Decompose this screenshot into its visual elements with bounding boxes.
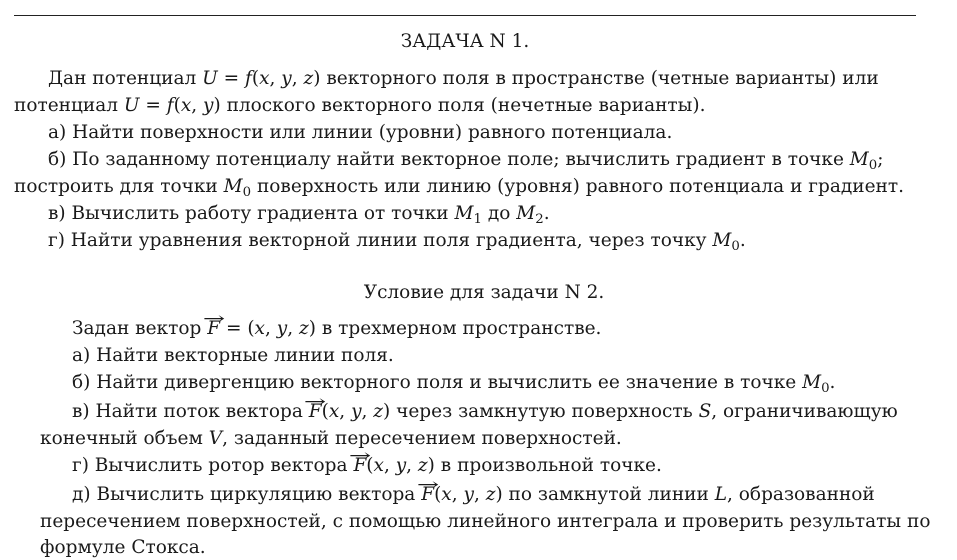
task2-item-b: б) Найти дивергенцию векторного поля и вычислить ее значение в точке $M_0$.: [72, 372, 836, 396]
task2-intro: Задан вектор → F = (x, y, z) в трехмерном пространстве.: [72, 317, 601, 341]
task1-item-b-line1: б) По заданному потенциалу найти векторное поле; вычислить градиент в точке $M_0$;: [48, 149, 884, 173]
task2-title: Условие для задачи N 2.: [363, 282, 605, 303]
task1-intro-line2: потенциал U = f(x, y) плоского векторного поля (нечетные варианты).: [14, 95, 706, 116]
task1-intro-line1: Дан потенциал U = f(x, y, z) векторного поля в пространстве (четные варианты) или: [48, 68, 879, 89]
task1-item-a: а) Найти поверхности или линии (уровни) равного потенциала.: [48, 122, 673, 143]
task2-item-d-line2: пересечением поверхностей, с помощью линейного интеграла и проверить результаты по: [40, 511, 931, 532]
top-rule: [14, 15, 916, 16]
task2-item-v-line2: конечный объем V, заданный пересечением поверхностей.: [40, 428, 622, 449]
task1-title: ЗАДАЧА N 1.: [400, 31, 530, 52]
task2-item-a: а) Найти векторные линии поля.: [72, 345, 394, 366]
task2-item-d-line3: формуле Стокса.: [40, 537, 206, 558]
task2-item-d-line1: д) Вычислить циркуляцию вектора → F(x, y, z) по замкнутой линии L, образованной: [72, 483, 875, 507]
task2-item-g: г) Вычислить ротор вектора → F(x, y, z) в произвольной точке.: [72, 454, 662, 478]
task1-item-g: г) Найти уравнения векторной линии поля градиента, через точку $M_0$.: [48, 230, 746, 254]
task1-item-v: в) Вычислить работу градиента от точки $M_1$ до $M_2$.: [48, 203, 550, 227]
task2-item-v-line1: в) Найти поток вектора → F(x, y, z) через замкнутую поверхность S, ограничивающую: [72, 400, 898, 424]
task1-item-b-line2: построить для точки $M_0$ поверхность или линию (уровня) равного потенциала и градиент.: [14, 176, 904, 200]
